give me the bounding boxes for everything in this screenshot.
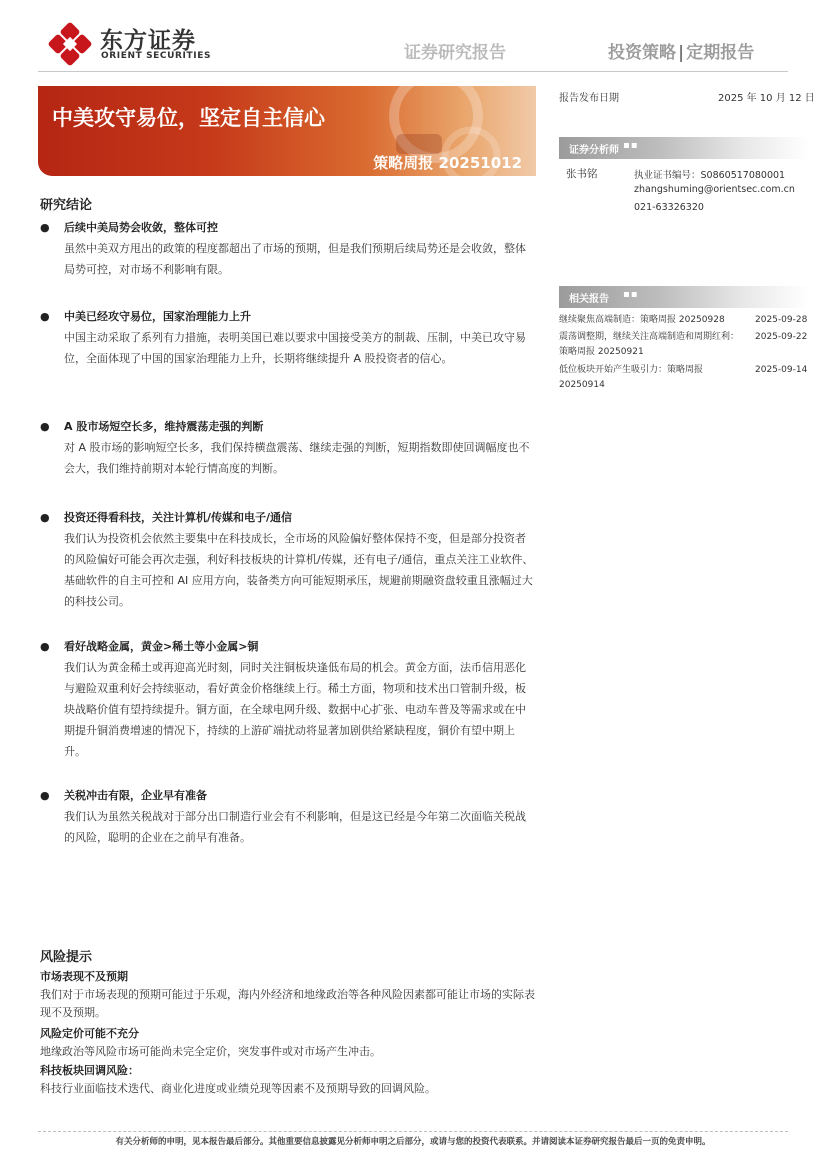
point-heading-text: 投资还得看科技，关注计算机/传媒和电子/通信 [64, 511, 293, 524]
conclusion-title: 研究结论 [40, 198, 93, 213]
point-heading-text: A 股市场短空长多，维持震荡走强的判断 [64, 420, 264, 433]
related-report-date: 2025-09-14 [755, 365, 808, 375]
risk-heading: 市场表现不及预期 [40, 970, 128, 983]
analyst-license: 执业证书编号：S0860517080001 [634, 170, 786, 181]
analyst-name: 张书铭 [566, 168, 598, 180]
risk-body: 地缘政治等风险市场可能尚未完全定价，突发事件或对市场产生冲击。 [40, 1045, 381, 1058]
category-separator: | [678, 43, 685, 63]
risk-heading: 科技板块回调风险： [40, 1064, 139, 1077]
related-report-title[interactable]: 震荡调整期，继续关注高端制造和周期红利：策略周报 20250921 [559, 332, 740, 357]
point-heading [40, 509, 292, 525]
publish-date-label: 报告发布日期 [559, 93, 619, 104]
bullet-icon: ● [40, 221, 50, 234]
point-heading [40, 638, 258, 654]
report-category [608, 38, 754, 63]
point-heading [40, 308, 251, 324]
point-heading-text: 后续中美局势会收敛，整体可控 [64, 221, 218, 234]
footer-divider [38, 1131, 788, 1132]
title-banner [38, 86, 536, 176]
related-report-item[interactable] [559, 363, 809, 395]
risk-title: 风险提示 [40, 950, 93, 965]
analyst-email[interactable]: zhangshuming@orientsec.com.cn [634, 184, 795, 195]
related-section-title: 相关报告 [569, 294, 609, 305]
report-type: 证券研究报告 [404, 43, 506, 63]
point-heading-text: 关税冲击有限，企业早有准备 [64, 789, 207, 802]
related-report-item[interactable] [559, 313, 809, 331]
risk-body: 科技行业面临技术迭代、商业化进度或业绩兑现等因素不及预期导致的回调风险。 [40, 1082, 436, 1095]
dots-icon: ▪▪ [623, 289, 639, 300]
related-section-header [559, 286, 809, 308]
risk-body: 我们对于市场表现的预期可能过于乐观，海内外经济和地缘政治等各种风险因素都可能让市场的实际表现不及预期。 [40, 988, 535, 1019]
bullet-icon: ● [40, 310, 50, 323]
footer-disclaimer: 有关分析师的申明，见本报告最后部分。其他重要信息披露见分析师申明之后部分，或请与您的投资代表联系。并请阅读本证券研究报告最后一页的免责申明。 [115, 1137, 711, 1147]
bullet-icon: ● [40, 789, 50, 802]
category-strategy: 投资策略 [608, 43, 676, 63]
bullet-icon: ● [40, 420, 50, 433]
point-body: 我们认为虽然关税战对于部分出口制造行业会有不利影响，但是这已经是今年第二次面临关税战的风险，聪明的企业在之前早有准备。 [64, 810, 526, 844]
point-heading [40, 418, 263, 434]
brand-name-cn: 东方证券 [100, 28, 196, 54]
point-body: 我们认为投资机会依然主要集中在科技成长，全市场的风险偏好整体保持不变，但是部分投资者的风险偏好可能会再次走强，利好科技板块的计算机/传媒，还有电子/通信，重点关注工业软件、基础软件的自主可控和 AI 应用方向，装备类方向可能短期承压，规避前期融资盘较重且涨幅过大的科技公司。 [64, 532, 534, 608]
point-body: 对 A 股市场的影响短空长多，我们保持横盘震荡、继续走强的判断，短期指数即使回调幅度也不会大，我们维持前期对本轮行情高度的判断。 [64, 441, 530, 475]
report-subtitle: 策略周报 20251012 [373, 154, 522, 172]
report-title: 中美攻守易位，坚定自主信心 [52, 106, 325, 130]
publish-date: 2025 年 10 月 12 日 [718, 93, 815, 104]
related-report-date: 2025-09-22 [755, 332, 808, 342]
related-report-title[interactable]: 低位板块开始产生吸引力：策略周报 20250914 [559, 365, 704, 390]
point-body: 我们认为黄金稀土或再迎高光时刻，同时关注铜板块逢低布局的机会。黄金方面，法币信用恶化与避险双重利好会持续驱动，看好黄金价格继续上行。稀土方面，物项和技术出口管制升级，板块战略价值有望持续提升。铜方面，在全球电网升级、数据中心扩张、电动车普及等需求或在中期提升铜消费增速的情况下，持续的上游矿端扰动将显著加剧供给紧缺程度，铜价有望中期上升。 [64, 661, 526, 758]
bullet-icon: ● [40, 511, 50, 524]
header-divider [38, 71, 788, 72]
orient-securities-logo-icon [48, 22, 92, 66]
risk-heading: 风险定价可能不充分 [40, 1027, 139, 1040]
analyst-section-title: 证券分析师 [569, 145, 619, 156]
analyst-section-header [559, 137, 809, 159]
point-body: 中国主动采取了系列有力措施，表明美国已难以要求中国接受美方的制裁、压制，中美已攻守易位，全面体现了中国的国家治理能力上升，长期将继续提升 A 股投资者的信心。 [64, 331, 526, 365]
point-heading-text: 看好战略金属，黄金>稀土等小金属>铜 [64, 640, 259, 653]
related-report-item[interactable] [559, 330, 809, 362]
related-report-title[interactable]: 继续聚焦高端制造：策略周报 20250928 [559, 315, 725, 325]
bullet-icon: ● [40, 640, 50, 653]
point-body: 虽然中美双方甩出的政策的程度都超出了市场的预期，但是我们预期后续局势还是会收敛，整体局势可控，对市场不利影响有限。 [64, 242, 526, 276]
point-heading [40, 219, 218, 235]
analyst-phone: 021-63326320 [634, 202, 704, 213]
brand-name-en: ORIENT SECURITIES [101, 51, 212, 61]
dots-icon: ▪▪ [623, 140, 639, 151]
point-heading [40, 787, 207, 803]
related-report-date: 2025-09-28 [755, 315, 808, 325]
point-heading-text: 中美已经攻守易位，国家治理能力上升 [64, 310, 251, 323]
category-periodic: 定期报告 [686, 43, 755, 63]
page-header [0, 0, 826, 80]
